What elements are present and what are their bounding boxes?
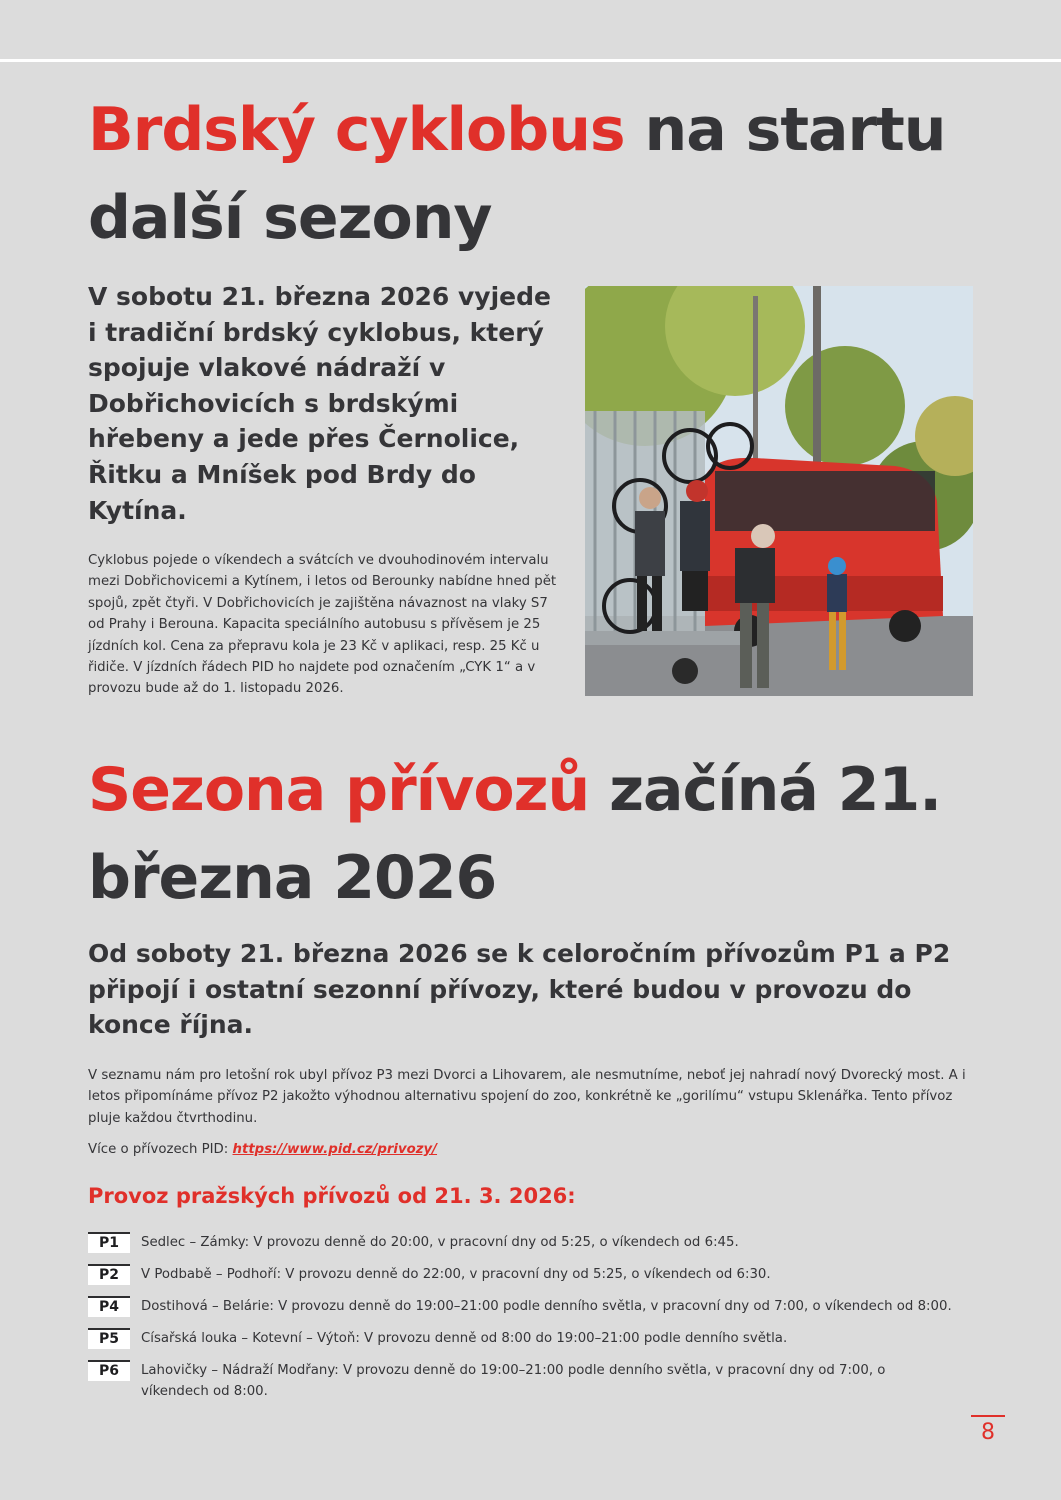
page-number: 8	[981, 1420, 995, 1445]
ferries-heading: Provoz pražských přívozů od 21. 3. 2026:	[88, 1184, 576, 1208]
more-info-label: Více o přívozech PID:	[88, 1142, 233, 1157]
ferry-description: Císařská louka – Kotevní – Výtoň: V provozu denně od 8:00 do 19:00–21:00 podle denního světla.	[141, 1331, 788, 1346]
top-divider	[0, 59, 1061, 62]
title-rest: začíná 21. března 2026	[88, 755, 942, 913]
page-number-rule	[971, 1415, 1005, 1417]
ferry-description: V Podbabě – Podhoří: V provozu denně do 22:00, v pracovní dny od 5:25, o víkendech od 6:30.	[141, 1267, 771, 1282]
ferry-code-badge: P6	[88, 1360, 130, 1381]
article-title-cyklobus	[88, 86, 988, 262]
cyklobus-photo	[585, 286, 973, 696]
ferry-code-badge: P1	[88, 1232, 130, 1253]
lead-paragraph-cyklobus: V sobotu 21. března 2026 vyjede i tradiční brdský cyklobus, který spojuje vlakové nádraží v Dobřichovicích s brdskými hřebeny a jede přes Černolice, Řitku a Mníšek pod Brdy do Kytína.	[88, 282, 551, 525]
more-info-line	[88, 1139, 437, 1160]
body-paragraph-privozy: V seznamu nám pro letošní rok ubyl přívoz P3 mezi Dvorci a Lihovarem, ale nesmutníme, neboť jej nahradí nový Dvorecký most. A i letos připomínáme přívoz P2 jakožto výhodnou alternativu spojení do zoo, konkrétně ke „gorilímu“ vstupu Sklenářka. Tento přívoz pluje každou čtvrthodinu.	[88, 1068, 966, 1126]
title-highlight: Brdský cyklobus	[88, 95, 625, 165]
title-rest: na startu další sezony	[88, 95, 946, 253]
ferry-code-badge: P5	[88, 1328, 130, 1349]
body-paragraph-cyklobus: Cyklobus pojede o víkendech a svátcích ve dvouhodinovém intervalu mezi Dobřichovicemi a Kytínem, i letos od Berounky nabídne hned pět spojů, zpět čtyři. V Dobřichovicích je zajištěna návaznost na vlaky S7 od Prahy i Berouna. Kapacita speciálního autobusu s přívěsem je 25 jízdních kol. Cena za přepravu kola je 23 Kč v aplikaci, resp. 25 Kč u řidiče. V jízdních řádech PID ho najdete pod označením „CYK 1“ a v provozu bude až do 1. listopadu 2026.	[88, 553, 557, 697]
article-title-privozy	[88, 746, 1028, 922]
ferry-description: Dostihová – Belárie: V provozu denně do 19:00–21:00 podle denního světla, v pracovní dny od 7:00, o víkendech od 8:00.	[141, 1299, 952, 1314]
ferry-code-badge: P2	[88, 1264, 130, 1285]
ferry-description: Lahovičky – Nádraží Modřany: V provozu denně do 19:00–21:00 podle denního světla, v pracovní dny od 7:00, o víkendech od 8:00.	[141, 1363, 886, 1399]
ferry-description: Sedlec – Zámky: V provozu denně do 20:00, v pracovní dny od 5:25, o víkendech od 6:45.	[141, 1235, 739, 1250]
lead-paragraph-privozy: Od soboty 21. března 2026 se k celoročním přívozům P1 a P2 připojí i ostatní sezonní přívozy, které budou v provozu do konce října.	[88, 939, 951, 1040]
ferry-code-badge: P4	[88, 1296, 130, 1317]
title-highlight: Sezona přívozů	[88, 755, 590, 825]
privozy-link[interactable]: https://www.pid.cz/privozy/	[232, 1142, 438, 1157]
